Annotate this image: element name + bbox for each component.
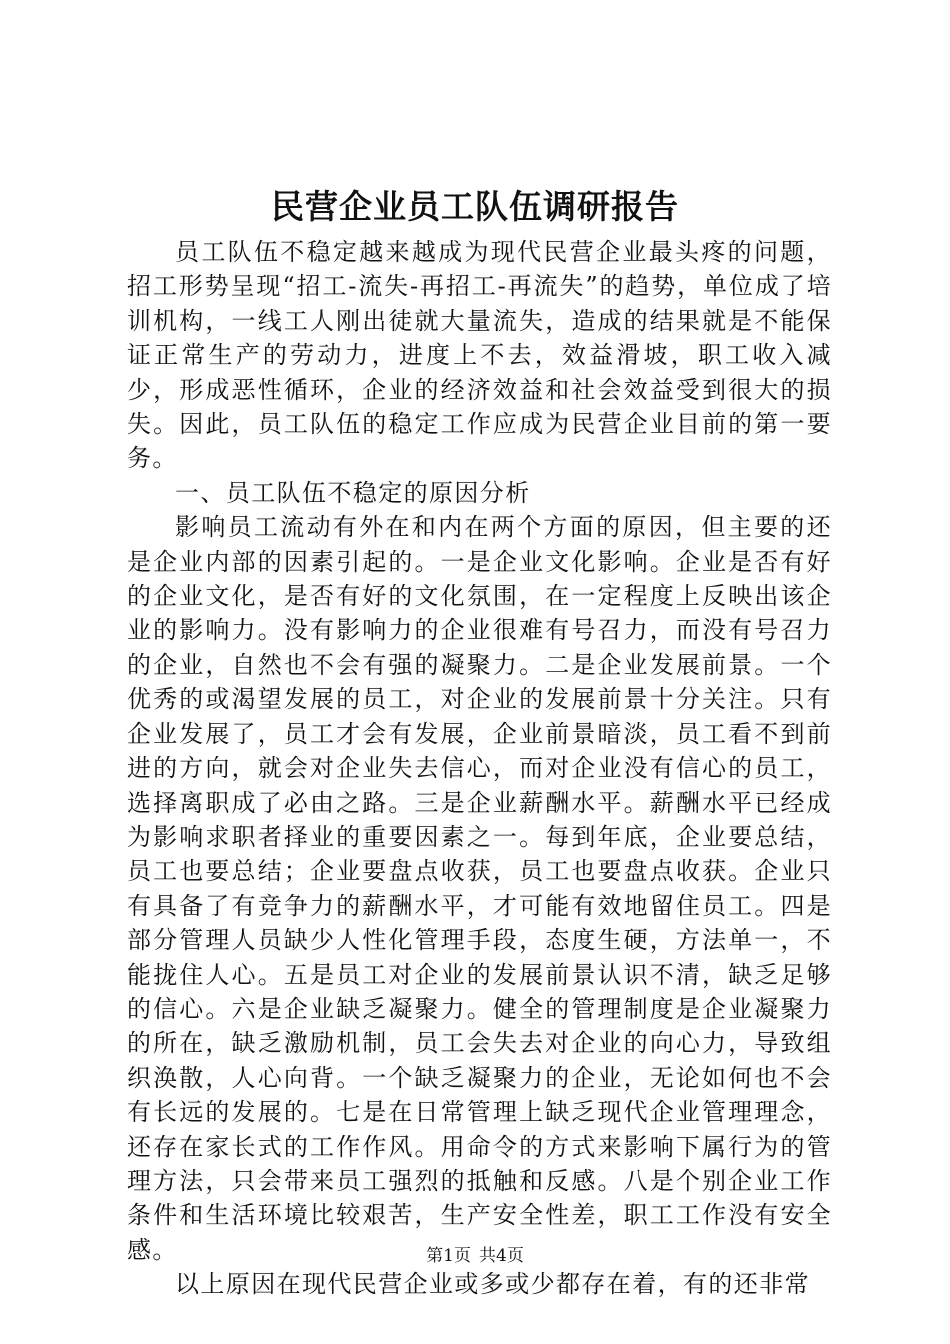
continuation-paragraph: 以上原因在现代民营企业或多或少都存在着，有的还非常 <box>175 1270 810 1299</box>
page-footer <box>0 1245 950 1267</box>
section-heading: 一、员工队伍不稳定的原因分析 <box>175 478 531 507</box>
page-number: 第1页 <box>426 1246 471 1266</box>
intro-paragraph: 员工队伍不稳定越来越成为现代民营企业最头疼的问题，招工形势呈现“招工-流失-再招工-再流失”的趋势，单位成了培训机构，一线工人刚出徒就大量流失，造成的结果就是不能保证正常生产的劳动力，进度上不去，效益滑坡，职工收入减少，形成恶性循环，企业的经济效益和社会效益受到很大的损失。因此，员工队伍的稳定工作应成为民营企业目前的第一要务。 <box>127 238 832 473</box>
page-total: 共4页 <box>479 1246 524 1266</box>
document-body <box>127 235 832 1302</box>
document-title: 民营企业员工队伍调研报告 <box>271 187 679 226</box>
analysis-paragraph: 影响员工流动有外在和内在两个方面的原因，但主要的还是企业内部的因素引起的。一是企业文化影响。企业是否有好的企业文化，是否有好的文化氛围，在一定程度上反映出该企业的影响力。没有影响力的企业很难有号召力，而没有号召力的企业，自然也不会有强的凝聚力。二是企业发展前景。一个优秀的或渴望发展的员工，对企业的发展前景十分关注。只有企业发展了，员工才会有发展，企业前景暗淡，员工看不到前进的方向，就会对企业失去信心，而对企业没有信心的员工，选择离职成了必由之路。三是企业薪酬水平。薪酬水平已经成为影响求职者择业的重要因素之一。每到年底，企业要总结，员工也要总结；企业要盘点收获，员工也要盘点收获。企业只有具备了有竞争力的薪酬水平，才可能有效地留住员工。四是部分管理人员缺少人性化管理手段，态度生硬，方法单一，不能拢住人心。五是员工对企业的发展前景认识不清，缺乏足够的信心。六是企业缺乏凝聚力。健全的管理制度是企业凝聚力的所在，缺乏激励机制，员工会失去对企业的向心力，导致组织涣散，人心向背。一个缺乏凝聚力的企业，无论如何也不会有长远的发展的。七是在日常管理上缺乏现代企业管理理念，还存在家长式的工作作风。用命令的方式来影响下属行为的管理方法，只会带来员工强烈的抵触和反感。八是个别企业工作条件和生活环境比较艰苦，生产安全性差，职工工作没有安全感。 <box>127 513 832 1264</box>
